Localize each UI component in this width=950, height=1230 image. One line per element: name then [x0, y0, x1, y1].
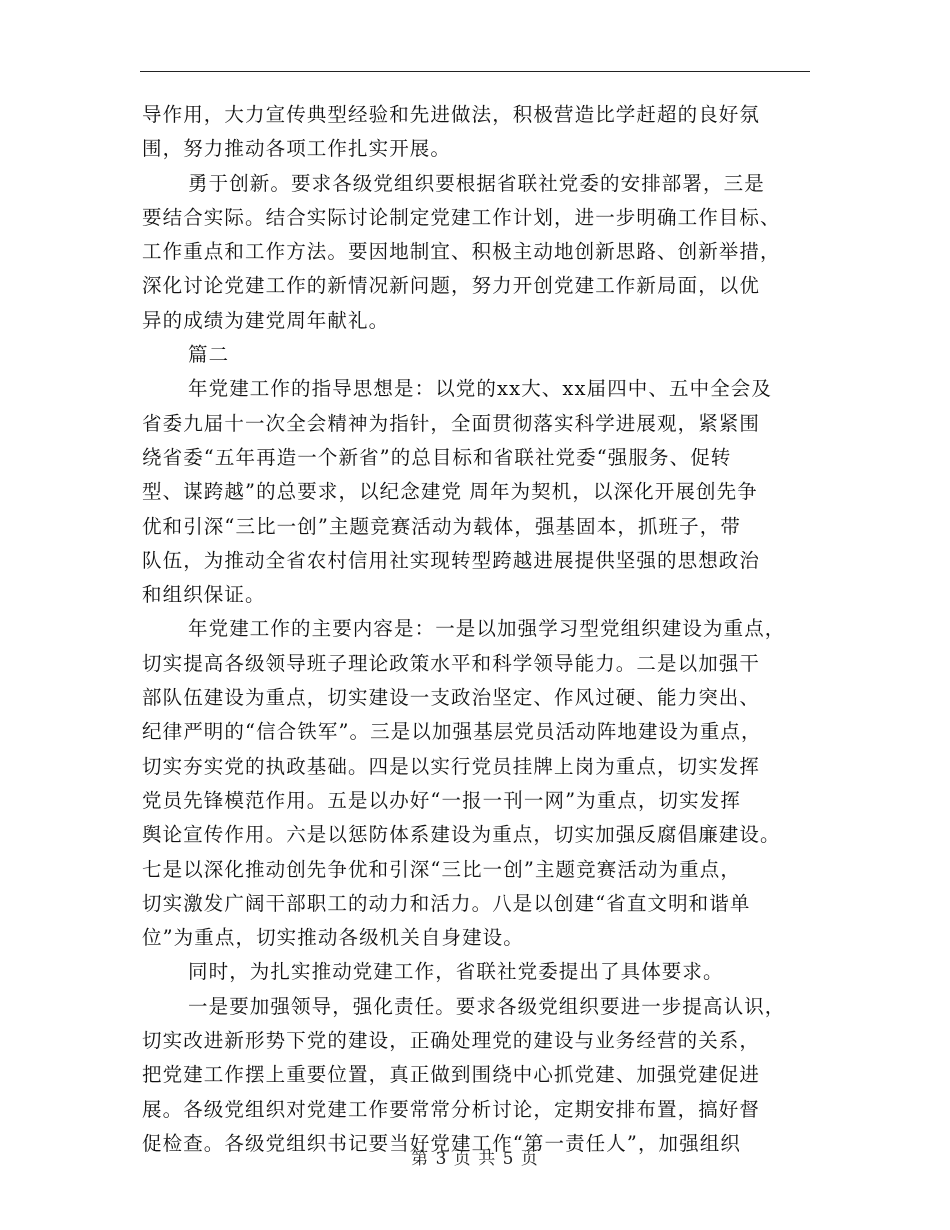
text-line: 和组织保证。	[142, 583, 266, 607]
text-line: 勇于创新。要求各级党组织要根据省联社党委的安排部署，三是	[188, 171, 765, 195]
text-line: 深化讨论党建工作的新情况新问题，努力开创党建工作新局面，以优	[142, 274, 761, 298]
text-line: 省委九届十一次全会精神为指针，全面贯彻落实科学进展观，紧紧围	[142, 411, 761, 435]
text-line: 年党建工作的指导思想是：以党的xx大、xx届四中、五中全会及	[188, 377, 772, 401]
text-line: 舆论宣传作用。六是以惩防体系建设为重点，切实加强反腐倡廉建设。	[142, 823, 781, 847]
text-line: 部队伍建设为重点，切实建设一支政治坚定、作风过硬、能力突出、	[142, 686, 761, 710]
text-line: 促检查。各级党组织书记要当好党建工作“第一责任人”，加强组织	[142, 1131, 741, 1155]
text-line: 型、谋跨越”的总要求，以纪念建党 周年为契机，以深化开展创先争	[142, 480, 758, 504]
text-line: 切实激发广阔干部职工的动力和活力。八是以创建“省直文明和谐单	[142, 891, 751, 915]
header-rule	[140, 71, 810, 72]
text-line: 切实提高各级领导班子理论政策水平和科学领导能力。二是以加强干	[142, 651, 761, 675]
text-line: 绕省委“五年再造一个新省”的总目标和省联社党委“强服务、促转	[142, 445, 732, 469]
text-line: 七是以深化推动创先争优和引深“三比一创”主题竞赛活动为重点，	[142, 857, 741, 881]
text-line: 工作重点和工作方法。要因地制宜、积极主动地创新思路、创新举措，	[142, 240, 781, 264]
text-line: 篇二	[188, 343, 230, 367]
text-line: 年党建工作的主要内容是：一是以加强学习型党组织建设为重点，	[188, 617, 786, 641]
document-body	[142, 98, 810, 1161]
text-line: 优和引深“三比一创”主题竞赛活动为载体，强基固本，抓班子，带	[142, 514, 741, 538]
text-line: 位”为重点，切实推动各级机关自身建设。	[142, 926, 524, 950]
text-line: 切实夯实党的执政基础。四是以实行党员挂牌上岗为重点，切实发挥	[142, 754, 761, 778]
text-line: 同时，为扎实推动党建工作，省联社党委提出了具体要求。	[188, 960, 724, 984]
text-line: 一是要加强领导，强化责任。要求各级党组织要进一步提高认识，	[188, 994, 786, 1018]
text-line: 切实改进新形势下党的建设，正确处理党的建设与业务经营的关系，	[142, 1029, 761, 1053]
text-line: 异的成绩为建党周年献礼。	[142, 308, 390, 332]
text-line: 队伍，为推动全省农村信用社实现转型跨越进展提供坚强的思想政治	[142, 548, 761, 572]
text-line: 把党建工作摆上重要位置，真正做到围绕中心抓党建、加强党建促进	[142, 1063, 761, 1087]
text-line: 围，努力推动各项工作扎实开展。	[142, 137, 452, 161]
text-line: 党员先锋模范作用。五是以办好“一报一刊一网”为重点，切实发挥	[142, 788, 741, 812]
text-line: 展。各级党组织对党建工作要常常分析讨论，定期安排布置，搞好督	[142, 1097, 761, 1121]
text-line: 要结合实际。结合实际讨论制定党建工作计划，进一步明确工作目标、	[142, 205, 781, 229]
page-footer: 第 3 页 共 5 页	[411, 1149, 539, 1169]
text-line: 导作用，大力宣传典型经验和先进做法，积极营造比学赶超的良好氛	[142, 103, 761, 126]
text-line: 纪律严明的“信合铁军”。三是以加强基层党员活动阵地建设为重点，	[142, 720, 762, 744]
